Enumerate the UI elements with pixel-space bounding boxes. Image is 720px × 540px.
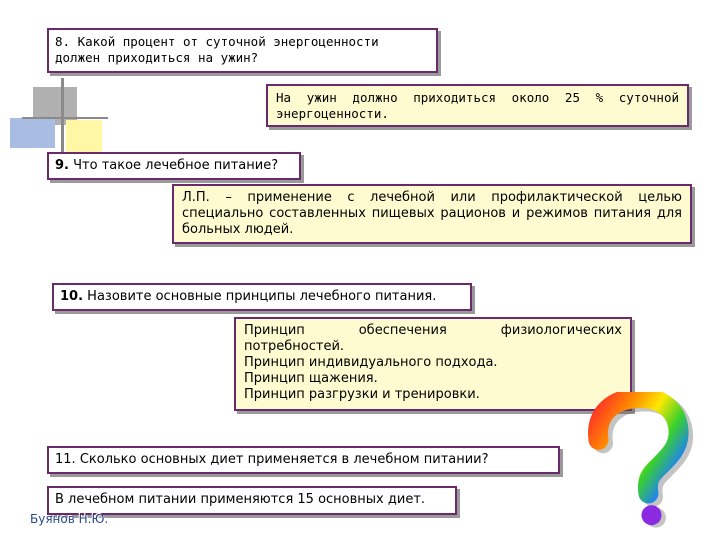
answer-10-line: Принцип индивидуального подхода. <box>244 355 498 370</box>
deco-square-yellow <box>66 120 102 154</box>
question-8-box <box>47 28 438 73</box>
question-9-box <box>47 152 301 180</box>
question-11-number: 11. <box>55 452 76 467</box>
question-8-number: 8. <box>55 34 71 49</box>
question-11-box <box>47 446 560 474</box>
answer-9-box <box>172 184 692 244</box>
question-11-text: Сколько основных диет применяется в лечебном питании? <box>79 452 489 467</box>
question-9-number: 9. <box>55 158 69 173</box>
question-8-text: Какой процент от суточной энергоценности должен приходиться на ужин? <box>55 34 379 65</box>
answer-10-line: Принцип обеспечения физиологических <box>244 323 622 338</box>
author-signature: Буянов Н.Ю. <box>30 512 109 526</box>
question-10-box <box>52 283 472 311</box>
answer-11-text: В лечебном питании применяются 15 основных диет. <box>55 492 426 507</box>
answer-10-line: Принцип разгрузки и тренировки. <box>244 387 480 402</box>
deco-horizontal-line <box>22 117 108 119</box>
answer-11-box <box>47 486 457 515</box>
question-10-text: Назовите основные принципы лечебного питания. <box>87 289 437 304</box>
answer-9-text: Л.П. – применение с лечебной или профилактической целью специально составленных пищевых рационов и режимов питания для больных людей. <box>182 190 682 237</box>
question-mark-icon <box>582 392 702 532</box>
question-10-number: 10. <box>60 289 84 304</box>
answer-8-text: На ужин должно приходиться около 25 % суточной энергоценности. <box>276 90 679 121</box>
answer-10-line: потребностей. <box>244 339 345 354</box>
answer-10-line: Принцип щажения. <box>244 371 378 386</box>
question-9-text: Что такое лечебное питание? <box>73 158 279 173</box>
answer-10-box <box>234 317 632 411</box>
answer-8-box <box>266 84 689 127</box>
deco-square-blue <box>10 118 55 148</box>
